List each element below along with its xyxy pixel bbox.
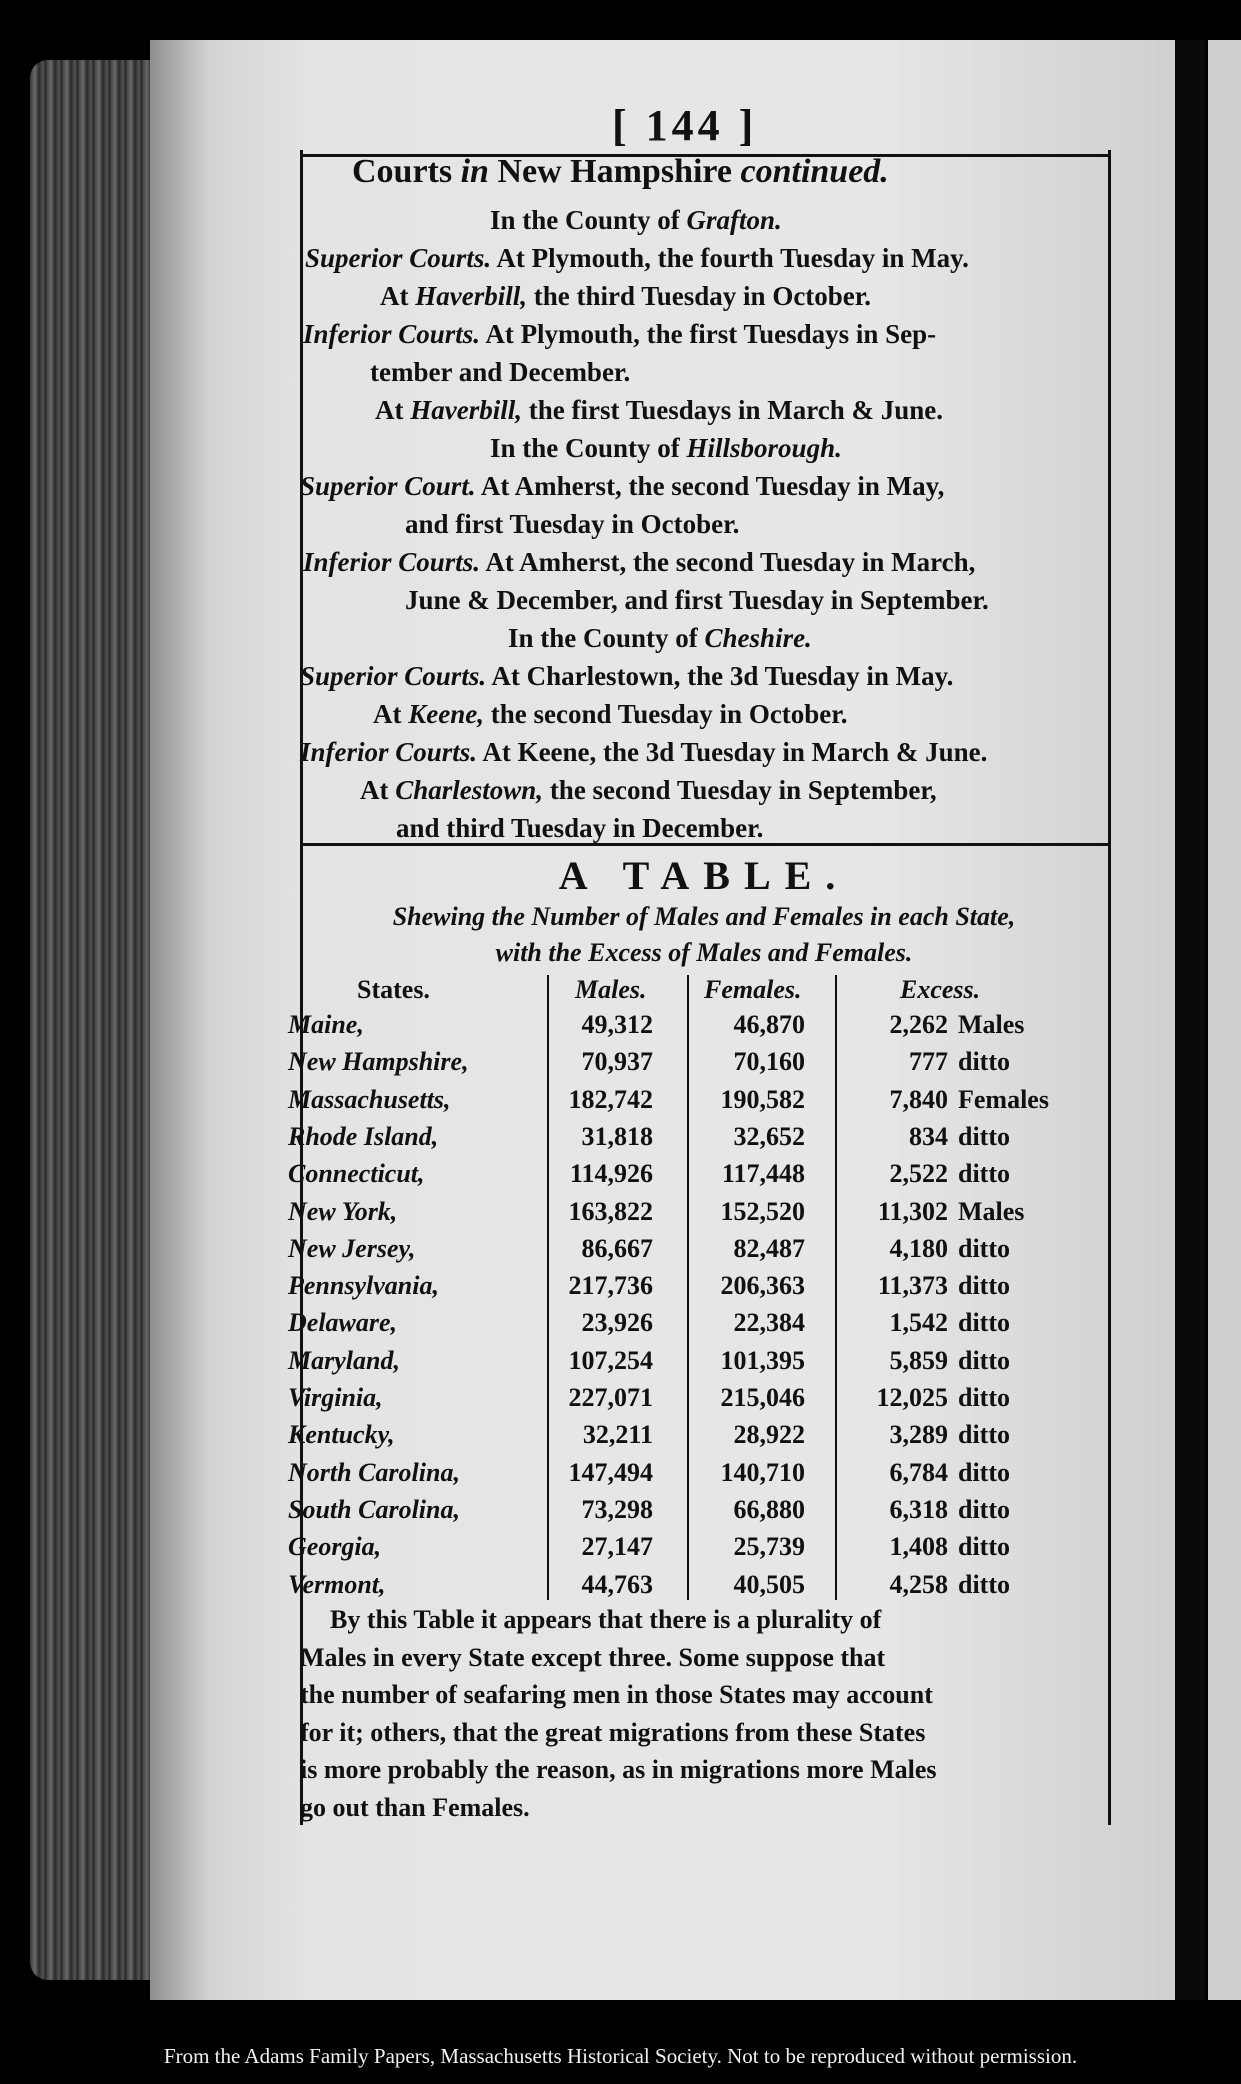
excess-kind: Males <box>958 1010 1025 1039</box>
males-count: 182,742 <box>568 1084 653 1114</box>
males-count: 73,298 <box>581 1494 653 1524</box>
table-row <box>288 1047 1098 1084</box>
excess-count: 7,840 <box>889 1084 948 1114</box>
males-count: 86,667 <box>581 1233 653 1263</box>
state-name: South Carolina, <box>288 1494 460 1524</box>
females-count: 66,880 <box>733 1494 805 1524</box>
book-page-stack <box>30 60 150 1980</box>
males-count: 27,147 <box>581 1532 653 1562</box>
court-line: At Haverbill, the first Tuesdays in March & June. <box>375 395 944 425</box>
copyright-footer: From the Adams Family Papers, Massachusetts Historical Society. Not to be reproduced without permission. <box>163 2044 1078 2068</box>
excess-count: 1,408 <box>889 1532 948 1562</box>
court-line: At Charlestown, the second Tuesday in September, <box>360 775 937 805</box>
book-gutter <box>1175 40 1205 2000</box>
excess-kind: Males <box>958 1196 1025 1226</box>
table-row <box>288 1420 1098 1457</box>
state-name: Pennsylvania, <box>288 1271 439 1301</box>
females-count: 70,160 <box>733 1047 805 1077</box>
state-name: Delaware, <box>288 1308 398 1338</box>
females-count: 215,046 <box>720 1383 805 1412</box>
table-row <box>288 1346 1098 1383</box>
females-count: 152,520 <box>720 1196 805 1226</box>
state-name: New York, <box>288 1196 398 1226</box>
note-line: is more probably the reason, as in migrations more Males <box>300 1755 937 1784</box>
females-count: 46,870 <box>733 1010 805 1039</box>
table-row <box>288 1532 1098 1569</box>
males-count: 227,071 <box>568 1383 653 1412</box>
state-name: Maryland, <box>288 1345 400 1375</box>
table-row <box>288 1495 1098 1532</box>
excess-kind: ditto <box>958 1569 1010 1599</box>
court-line: At Haverbill, the third Tuesday in October. <box>380 281 872 311</box>
note-line: for it; others, that the great migrations from these States <box>300 1717 926 1747</box>
males-count: 23,926 <box>581 1308 653 1338</box>
court-line: Inferior Courts. At Amherst, the second Tuesday in March, <box>303 547 976 577</box>
males-count: 70,937 <box>581 1047 653 1077</box>
header-males: Males. <box>575 975 647 1004</box>
table-caption-continued: with the Excess of Males and Females. <box>495 938 913 967</box>
court-line: tember and December. <box>370 357 631 387</box>
females-count: 117,448 <box>721 1159 805 1189</box>
state-name: Vermont, <box>288 1569 386 1599</box>
males-count: 114,926 <box>569 1159 653 1189</box>
males-count: 163,822 <box>568 1196 653 1226</box>
facing-page-edge <box>1208 40 1241 2000</box>
state-name: Maine, <box>288 1010 364 1039</box>
table-row <box>288 1271 1098 1308</box>
excess-count: 777 <box>909 1047 948 1077</box>
state-name: Kentucky, <box>288 1420 395 1450</box>
state-name: Georgia, <box>288 1532 382 1562</box>
females-count: 25,739 <box>733 1532 805 1562</box>
females-count: 101,395 <box>720 1345 805 1375</box>
excess-count: 6,784 <box>889 1457 948 1487</box>
excess-count: 6,318 <box>889 1494 948 1524</box>
excess-kind: ditto <box>958 1271 1010 1301</box>
state-name: New Jersey, <box>288 1233 416 1263</box>
section-heading: Courts in New Hampshire continued. <box>352 153 889 190</box>
excess-count: 2,262 <box>889 1010 948 1039</box>
excess-count: 12,025 <box>876 1383 948 1412</box>
court-line: and first Tuesday in October. <box>405 509 740 539</box>
excess-kind: ditto <box>958 1532 1010 1562</box>
males-count: 44,763 <box>581 1569 653 1599</box>
females-count: 40,505 <box>733 1569 805 1599</box>
excess-kind: ditto <box>958 1383 1010 1412</box>
note-line: By this Table it appears that there is a plurality of <box>330 1605 882 1634</box>
excess-count: 834 <box>909 1121 948 1151</box>
males-count: 107,254 <box>568 1345 653 1375</box>
state-name: North Carolina, <box>288 1457 460 1487</box>
females-count: 190,582 <box>720 1084 805 1114</box>
excess-kind: ditto <box>958 1308 1010 1338</box>
table-row <box>288 1570 1098 1607</box>
excess-kind: ditto <box>958 1345 1010 1375</box>
females-count: 32,652 <box>733 1121 805 1151</box>
excess-count: 11,302 <box>877 1196 948 1226</box>
table-row <box>288 1010 1098 1047</box>
court-line: Superior Courts. At Plymouth, the fourth Tuesday in May. <box>305 243 969 273</box>
females-count: 206,363 <box>720 1271 805 1301</box>
table-row <box>288 1308 1098 1345</box>
excess-count: 5,859 <box>889 1345 948 1375</box>
excess-kind: ditto <box>958 1420 1010 1450</box>
note-line: the number of seafaring men in those States may account <box>300 1680 933 1709</box>
state-name: Rhode Island, <box>288 1121 439 1151</box>
note-line: Males in every State except three. Some suppose that <box>300 1642 886 1672</box>
excess-count: 4,180 <box>889 1233 948 1263</box>
excess-kind: ditto <box>958 1457 1010 1487</box>
excess-count: 3,289 <box>889 1420 948 1450</box>
table-row <box>288 1159 1098 1196</box>
state-name: Connecticut, <box>288 1159 425 1189</box>
excess-kind: ditto <box>958 1121 1010 1151</box>
excess-count: 2,522 <box>889 1159 948 1189</box>
table-row <box>288 1197 1098 1234</box>
excess-count: 11,373 <box>877 1271 948 1301</box>
table-title: A TABLE. <box>558 853 850 898</box>
excess-kind: ditto <box>958 1047 1010 1077</box>
table-row <box>288 1234 1098 1271</box>
court-line: Inferior Courts. At Keene, the 3d Tuesday in March & June. <box>300 737 988 767</box>
court-line: June & December, and first Tuesday in September. <box>405 585 989 615</box>
header-states: States. <box>357 975 430 1004</box>
table-row <box>288 1085 1098 1122</box>
excess-count: 4,258 <box>889 1569 948 1599</box>
header-females: Females. <box>704 975 802 1004</box>
excess-count: 1,542 <box>889 1308 948 1338</box>
header-excess: Excess. <box>900 975 981 1004</box>
females-count: 140,710 <box>720 1457 805 1487</box>
court-line: At Keene, the second Tuesday in October. <box>373 699 848 729</box>
state-name: Virginia, <box>288 1383 383 1412</box>
page-number: [ 144 ] <box>612 101 758 150</box>
court-line: In the County of Cheshire. <box>508 623 812 653</box>
males-count: 217,736 <box>568 1271 653 1301</box>
note-line: go out than Females. <box>300 1792 530 1822</box>
table-row <box>288 1383 1098 1420</box>
table-row <box>288 1458 1098 1495</box>
males-count: 31,818 <box>581 1121 653 1151</box>
table-caption: Shewing the Number of Males and Females in each State, <box>392 902 1016 931</box>
court-line: In the County of Grafton. <box>490 205 782 235</box>
court-line: and third Tuesday in December. <box>396 813 764 843</box>
court-line: Inferior Courts. At Plymouth, the first Tuesdays in Sep- <box>303 319 937 349</box>
males-count: 32,211 <box>582 1420 653 1450</box>
excess-kind: ditto <box>958 1233 1010 1263</box>
excess-kind: Females <box>958 1084 1049 1114</box>
females-count: 22,384 <box>733 1308 805 1338</box>
state-name: New Hampshire, <box>288 1047 469 1077</box>
males-count: 49,312 <box>581 1010 653 1039</box>
excess-kind: ditto <box>958 1494 1010 1524</box>
excess-kind: ditto <box>958 1159 1010 1189</box>
females-count: 28,922 <box>733 1420 805 1450</box>
court-line: In the County of Hillsborough. <box>490 433 842 463</box>
state-name: Massachusetts, <box>288 1084 451 1114</box>
males-count: 147,494 <box>568 1457 653 1487</box>
table-row <box>288 1122 1098 1159</box>
court-line: Superior Court. At Amherst, the second Tuesday in May, <box>300 471 945 501</box>
females-count: 82,487 <box>733 1233 805 1263</box>
court-line: Superior Courts. At Charlestown, the 3d Tuesday in May. <box>300 661 954 691</box>
